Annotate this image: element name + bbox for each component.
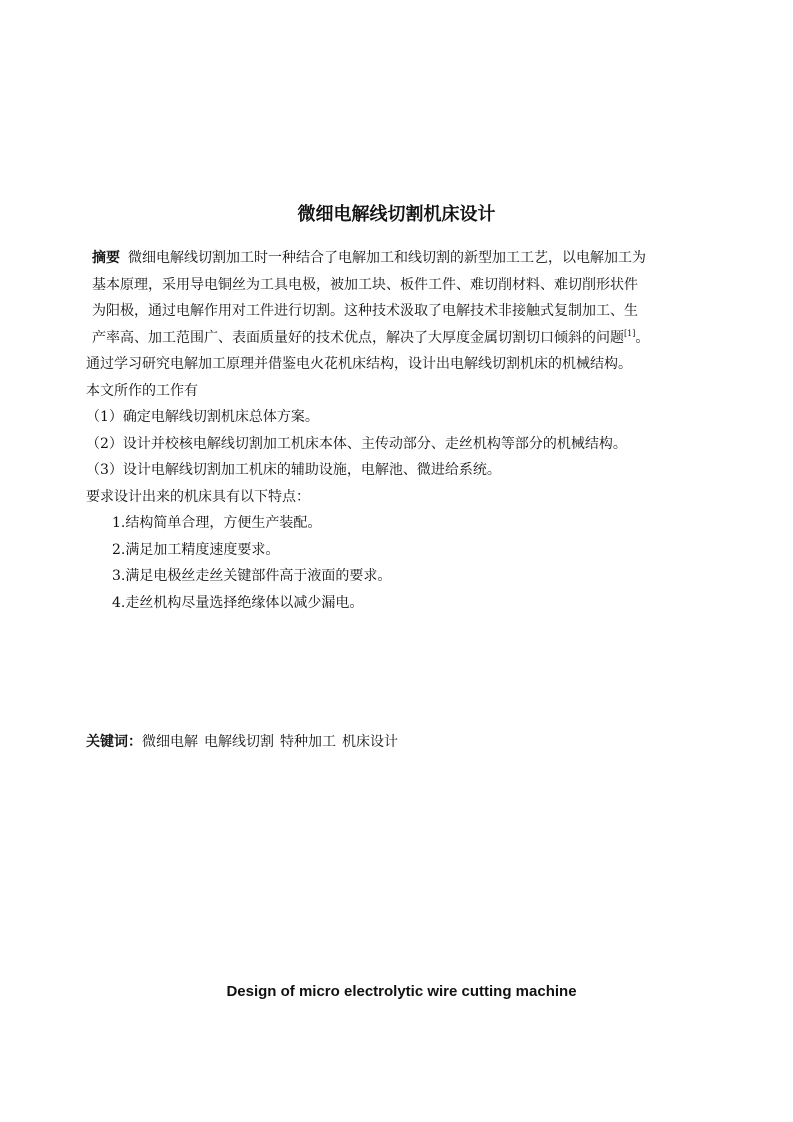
keyword-item: 微细电解: [142, 734, 198, 750]
requirement-item: 4.走丝机构尽量选择绝缘体以减少漏电。: [112, 594, 364, 611]
requirement-item: 1.结构简单合理，方便生产装配。: [112, 515, 322, 531]
work-intro: 本文所作的工作有: [86, 382, 198, 399]
work-item: （2）设计并校核电解线切割加工机床本体、主传动部分、走丝机构等部分的机械结构。: [86, 435, 627, 452]
requirement-item: 2.满足加工精度速度要求。: [112, 541, 280, 558]
requirements-intro: 要求设计出来的机床具有以下特点：: [86, 488, 310, 505]
requirement-item: 3.满足电极丝走丝关键部件高于液面的要求。: [112, 568, 392, 584]
abstract-text-4: 产率高、加工范围广、表面质量好的技术优点，解决了大厚度金属切割切口倾斜的问题: [92, 329, 624, 346]
abstract-line-3: 为阳极，通过电解作用对工件进行切割。这种技术汲取了电解技术非接触式复制加工、生: [92, 303, 638, 319]
english-title: Design of micro electrolytic wire cutting machine: [226, 983, 577, 1000]
abstract-section: [86, 245, 726, 616]
keyword-item: 电解线切割: [204, 734, 274, 750]
abstract-line-2: 基本原理，采用导电铜丝为工具电极，被加工块、板件工件、难切削材料、难切削形状件: [92, 276, 638, 293]
keyword-item: 特种加工: [280, 734, 336, 750]
abstract-line-5: 通过学习研究电解加工原理并借鉴电火花机床结构，设计出电解线切割机床的机械结构。: [86, 356, 632, 372]
keyword-item: 机床设计: [342, 734, 398, 750]
abstract-intro-block: [86, 245, 726, 351]
abstract-label: 摘要: [92, 250, 120, 266]
abstract-line-1: [92, 245, 726, 272]
abstract-line-4-end: 。: [635, 329, 650, 346]
abstract-text-1: 微细电解线切割加工时一种结合了电解加工和线切割的新型加工工艺，以电解加工为: [128, 250, 646, 266]
page-title: 微细电解线切割机床设计: [297, 204, 496, 225]
work-item: （3）设计电解线切割加工机床的辅助设施，电解池、微进给系统。: [86, 462, 501, 478]
keywords-line: [86, 731, 404, 753]
citation-ref: [1]: [624, 328, 636, 338]
abstract-line-4: [92, 325, 726, 352]
work-item: （1）确定电解线切割机床总体方案。: [86, 409, 319, 425]
keywords-label: 关键词：: [86, 734, 142, 750]
